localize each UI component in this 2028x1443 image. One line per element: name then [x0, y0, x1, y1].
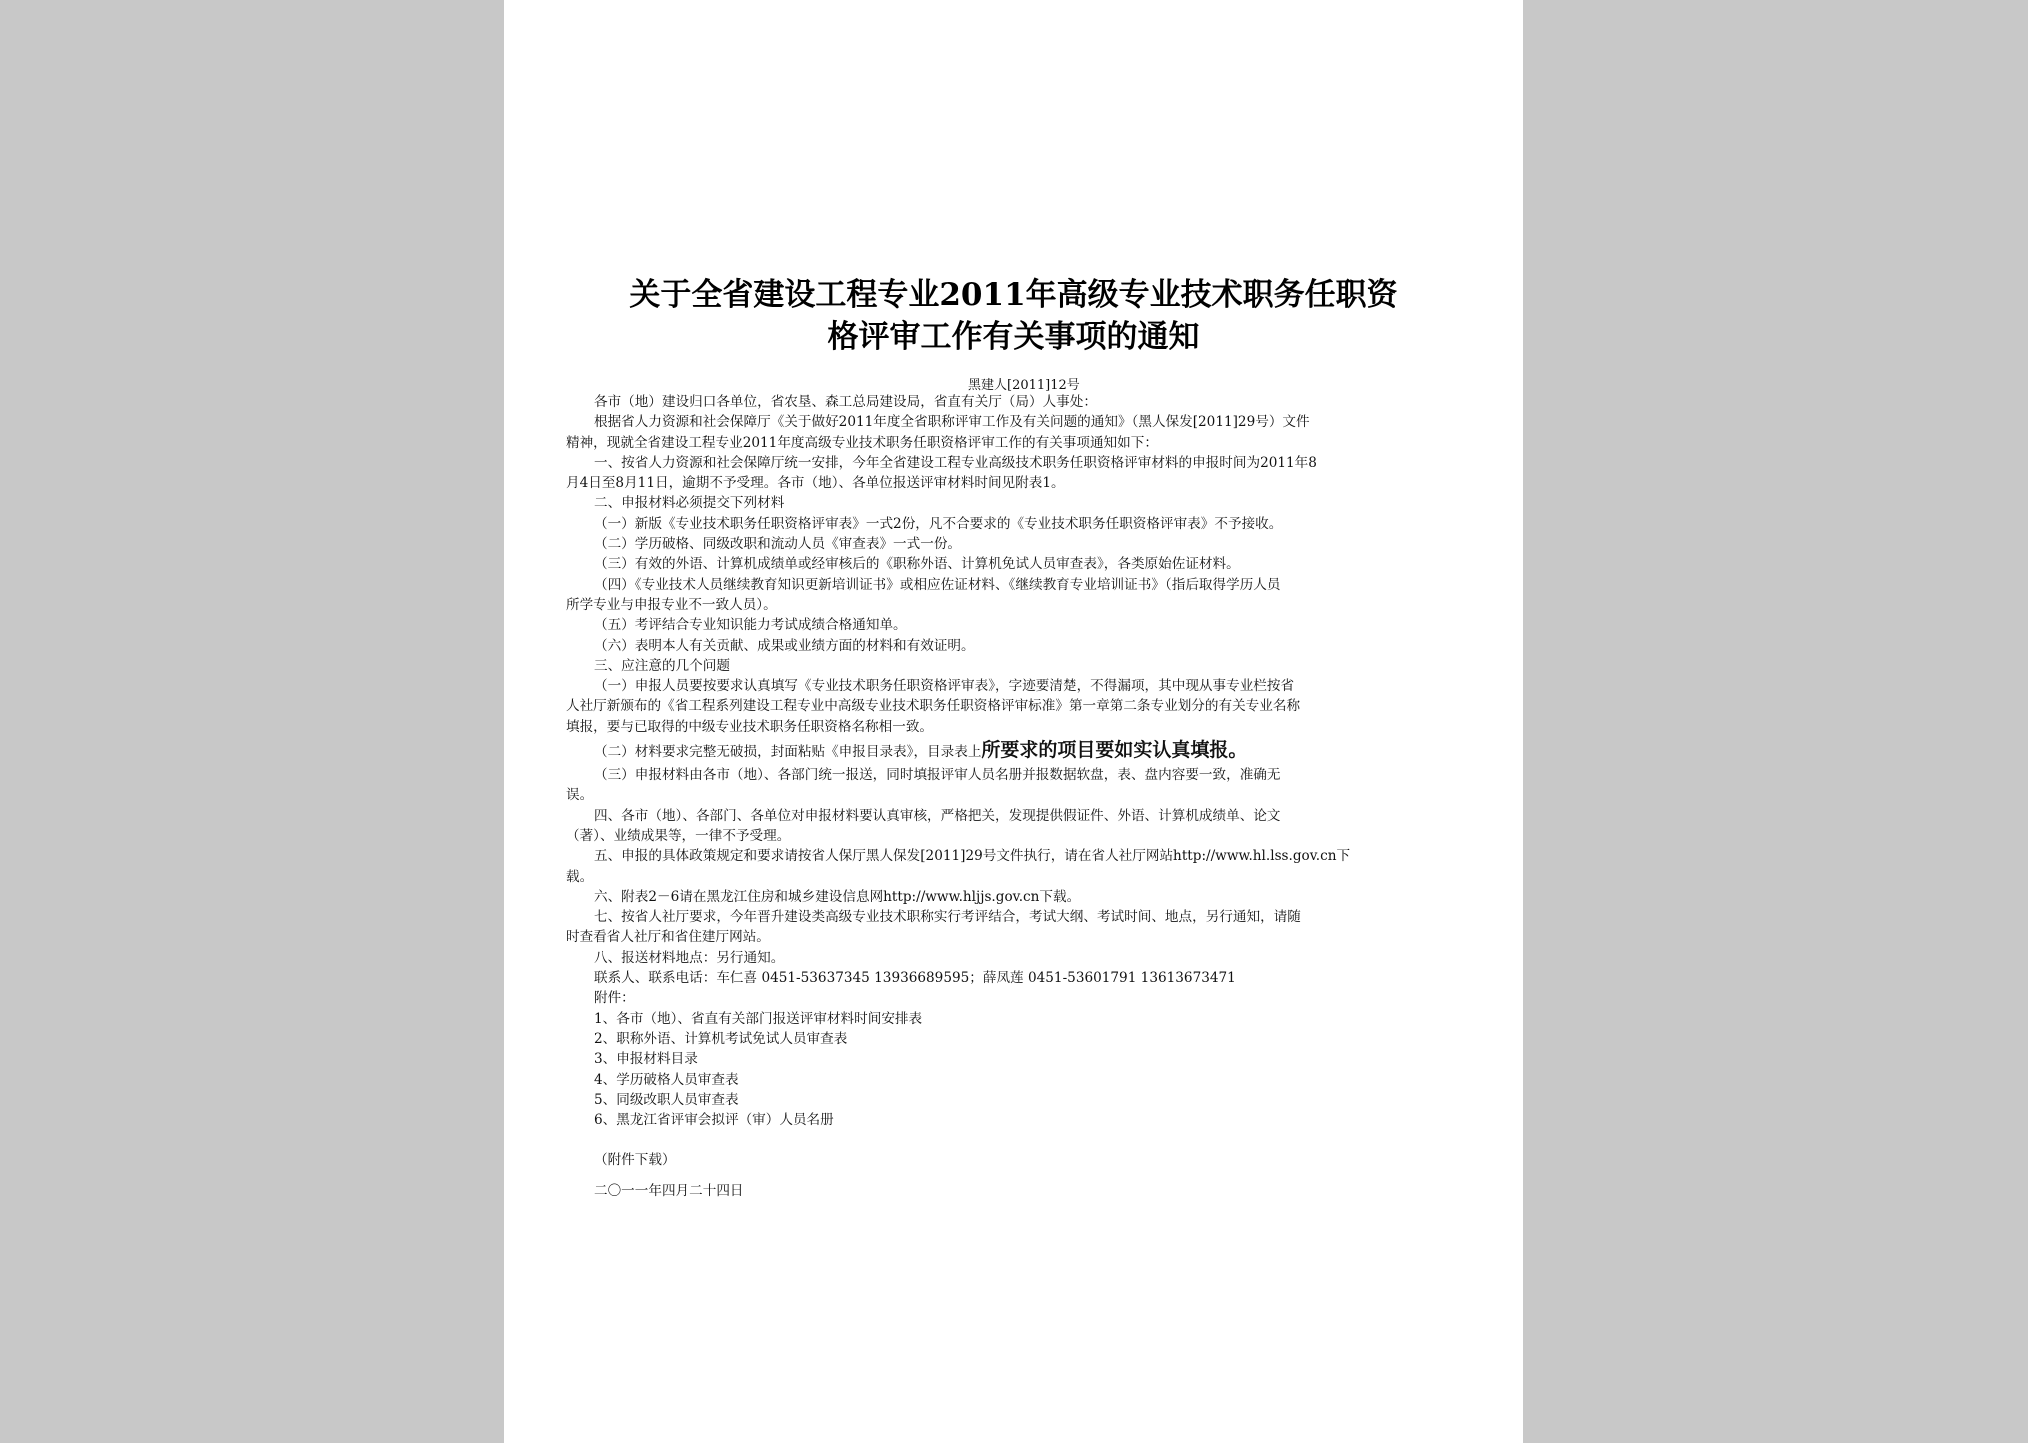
spacer	[566, 1171, 1466, 1181]
body-line: 八、报送材料地点：另行通知。	[594, 949, 785, 966]
section-heading: 二、申报材料必须提交下列材料	[594, 495, 785, 512]
body-line: （二）学历破格、同级改职和流动人员《审查表》一式一份。	[594, 536, 962, 553]
attachment-item: 2、职称外语、计算机考试免试人员审查表	[594, 1030, 848, 1047]
body-line: （三）申报材料由各市（地）、各部门统一报送，同时填报评审人员名册并报数据软盘，表、盘内容要一致，准确无	[594, 767, 1281, 784]
body-line: 人社厅新颁布的《省工程系列建设工程专业中高级专业技术职务任职资格评审标准》第一章第二条专业划分的有关专业名称	[566, 698, 1301, 715]
spacer	[566, 1130, 1466, 1150]
body-line: 月4日至8月11日，逾期不予受理。各市（地）、各单位报送评审材料时间见附表1。	[566, 475, 1065, 492]
body-line: 精神，现就全省建设工程专业2011年度高级专业技术职务任职资格评审工作的有关事项通知如下：	[566, 434, 1158, 451]
body-line-part: （二）材料要求完整无破损，封面粘贴《申报目录表》，目录表上	[594, 744, 982, 761]
body-line: 时查看省人社厅和省住建厅网站。	[566, 929, 770, 946]
body-line: （著）、业绩成果等，一律不予受理。	[566, 827, 791, 844]
body-line: （五）考评结合专业知识能力考试成绩合格通知单。	[594, 617, 907, 634]
document-body	[566, 392, 1466, 1201]
body-line: 误。	[566, 787, 594, 804]
document-date: 二〇一一年四月二十四日	[594, 1182, 744, 1199]
body-line	[566, 737, 1466, 765]
attachment-item: 6、黑龙江省评审会拟评（审）人员名册	[594, 1112, 834, 1129]
attachment-item: 1、各市（地）、省直有关部门报送评审材料时间安排表	[594, 1010, 923, 1027]
document-title-line-2: 格评审工作有关事项的通知	[827, 319, 1200, 355]
body-line: 所学专业与申报专业不一致人员）。	[566, 596, 777, 613]
body-line: 根据省人力资源和社会保障厅《关于做好2011年度全省职称评审工作及有关问题的通知》（黑人保发[2011]29号）文件	[594, 414, 1310, 431]
attachment-item: 3、申报材料目录	[594, 1051, 698, 1068]
body-line: （三）有效的外语、计算机成绩单或经审核后的《职称外语、计算机免试人员审查表》，各类原始佐证材料。	[594, 556, 1240, 573]
document-title-line-1: 关于全省建设工程专业2011年高级专业技术职务任职资	[629, 277, 1398, 313]
body-line: 四、各市（地）、各部门、各单位对申报材料要认真审核，严格把关，发现提供假证件、外语、计算机成绩单、论文	[594, 807, 1281, 824]
body-line: （六）表明本人有关贡献、成果或业绩方面的材料和有效证明。	[594, 637, 975, 654]
attachment-item: 5、同级改职人员审查表	[594, 1091, 739, 1108]
body-line: 填报，要与已取得的中级专业技术职务任职资格名称相一致。	[566, 718, 934, 735]
attachment-item: 4、学历破格人员审查表	[594, 1071, 739, 1088]
section-heading: 三、应注意的几个问题	[594, 657, 730, 674]
attachment-download-link[interactable]: （附件下载）	[594, 1152, 676, 1169]
body-line: 五、申报的具体政策规定和要求请按省人保厅黑人保发[2011]29号文件执行，请在省人社厅网站http://www.hl.lss.gov.cn下	[594, 848, 1351, 865]
contact-line: 联系人、联系电话：车仁喜 0451-53637345 13936689595；薛凤莲 0451-53601791 13613673471	[594, 970, 1236, 987]
document-page	[504, 0, 1523, 1443]
body-line: （四）《专业技术人员继续教育知识更新培训证书》或相应佐证材料、《继续教育专业培训证书》（指后取得学历人员	[594, 576, 1281, 593]
salutation-line: 各市（地）建设归口各单位，省农垦、森工总局建设局，省直有关厅（局）人事处：	[594, 394, 1097, 410]
body-line-emphasis: 所要求的项目要如实认真填报。	[981, 739, 1248, 762]
body-line: （一）申报人员要按要求认真填写《专业技术职务任职资格评审表》，字迹要清楚，不得漏项，其中现从事专业栏按省	[594, 678, 1295, 695]
attachments-heading: 附件：	[594, 990, 635, 1007]
body-line: 一、按省人力资源和社会保障厅统一安排，今年全省建设工程专业高级技术职务任职资格评审材料的申报时间为2011年8	[594, 454, 1317, 471]
body-line: 六、附表2－6请在黑龙江住房和城乡建设信息网http://www.hljjs.gov.cn下载。	[594, 888, 1081, 905]
document-number: 黑建人[2011]12号	[968, 378, 1080, 393]
body-line: （一）新版《专业技术职务任职资格评审表》一式2份，凡不合要求的《专业技术职务任职资格评审表》不予接收。	[594, 515, 1283, 532]
body-line: 载。	[566, 868, 594, 885]
body-line: 七、按省人社厅要求，今年晋升建设类高级专业技术职称实行考评结合，考试大纲、考试时间、地点，另行通知，请随	[594, 909, 1301, 926]
